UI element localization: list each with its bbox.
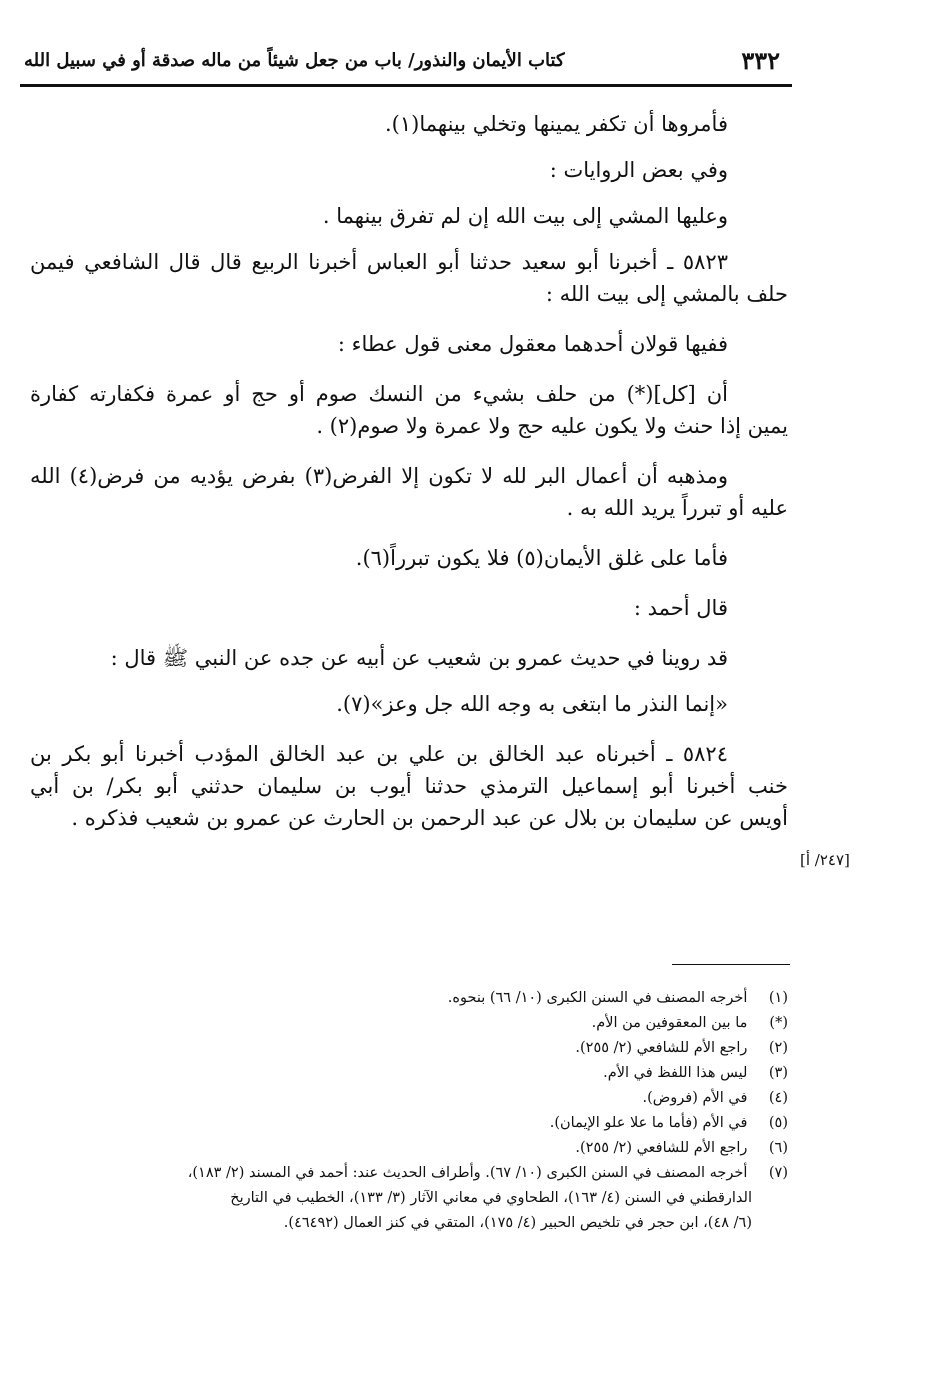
footnote-number: (٦): [768, 1140, 788, 1156]
quoted-hadith: [30, 688, 788, 720]
footnote-number: (*): [769, 1015, 788, 1031]
footnote-number: (٥): [768, 1115, 788, 1131]
footnote-number: (١): [768, 990, 788, 1006]
text-line: أويس عن سليمان بن بلال عن عبد الرحمن بن الحارث عن عمرو بن شعيب فذكره .: [71, 806, 788, 830]
footnote: [30, 1111, 788, 1136]
footnote-number: (٤): [768, 1090, 788, 1106]
text-line: فأما على غلق الأيمان(٥) فلا يكون تبرراً(٦).: [355, 546, 728, 570]
footnote-text: راجع الأم للشافعي (٢/ ٢٥٥).: [575, 1040, 748, 1056]
paragraph: [30, 460, 788, 524]
text-line: ٥٨٢٣ ـ أخبرنا أبو سعيد حدثنا أبو العباس أخبرنا الربيع قال قال الشافعي فيمن: [30, 250, 728, 274]
text-line: قد روينا في حديث عمرو بن شعيب عن أبيه عن جده عن النبي ﷺ قال :: [110, 646, 728, 670]
text-line: «إنما النذر ما ابتغى به وجه الله جل وعز»(٧).: [336, 692, 728, 716]
footnote: [30, 1061, 788, 1086]
paragraph: [30, 154, 788, 186]
text-line: وفي بعض الروايات :: [549, 158, 728, 182]
footnote-text: ما بين المعقوفين من الأم.: [591, 1015, 748, 1031]
main-text: [30, 108, 788, 834]
footnote-text: ليس هذا اللفظ في الأم.: [603, 1065, 748, 1081]
page-number: ٣٣٢: [741, 46, 780, 75]
paragraph: [30, 200, 788, 232]
running-title: كتاب الأيمان والنذور/ باب من جعل شيئاً من ماله صدقة أو في سبيل الله: [24, 50, 565, 71]
footnote: [30, 986, 788, 1011]
text-line: فأمروها أن تكفر يمينها وتخلي بينهما(١).: [385, 112, 728, 136]
paragraph: [30, 328, 788, 360]
footnote-text: في الأم (فروض).: [642, 1090, 748, 1106]
running-header: [20, 42, 790, 82]
text-line: وعليها المشي إلى بيت الله إن لم تفرق بينهما .: [322, 204, 728, 228]
footnote-number: (٧): [768, 1165, 788, 1181]
footnote: [30, 1161, 788, 1186]
footnote-rule: [672, 964, 790, 965]
footnote-number: (٢): [768, 1040, 788, 1056]
footnote-number: (٣): [768, 1065, 788, 1081]
paragraph: [30, 108, 788, 140]
hadith-paragraph: [30, 246, 788, 310]
manuscript-folio-marker: [٢٤٧/ أ]: [800, 851, 850, 869]
footnote: [30, 1011, 788, 1036]
footnote-text: راجع الأم للشافعي (٢/ ٢٥٥).: [575, 1140, 748, 1156]
footnote: [30, 1086, 788, 1111]
footnote-continuation: الدارقطني في السنن (٤/ ١٦٣)، الطحاوي في معاني الآثار (٣/ ١٣٣)، الخطيب في التاريخ: [230, 1190, 752, 1206]
paragraph: [30, 592, 788, 624]
paragraph: [30, 542, 788, 574]
footnotes: [30, 986, 788, 1236]
text-line: يمين إذا حنث ولا يكون عليه حج ولا عمرة ولا صوم(٢) .: [316, 414, 788, 438]
paragraph: [30, 378, 788, 442]
footnote: [30, 1136, 788, 1161]
footnote-text: في الأم (فأما ما علا علو الإيمان).: [549, 1115, 748, 1131]
text-line: ومذهبه أن أعمال البر لله لا تكون إلا الفرض(٣) بفرض يؤديه من فرض(٤) الله: [30, 464, 729, 488]
text-line: قال أحمد :: [633, 596, 728, 620]
footnote-continuation: (٦/ ٤٨)، ابن حجر في تلخيص الحبير (٤/ ١٧٥)، المتقي في كنز العمال (٤٦٤٩٢).: [283, 1215, 752, 1231]
hadith-paragraph: [30, 738, 788, 834]
footnote: [30, 1036, 788, 1061]
paragraph: [30, 642, 788, 674]
footnote-text: أخرجه المصنف في السنن الكبرى (١٠/ ٦٧). وأطراف الحديث عند: أحمد في المسند (٢/ ١٨٣)،: [187, 1165, 748, 1181]
text-line: خنب أخبرنا أبو إسماعيل الترمذي حدثنا أيوب بن سليمان حدثني أبو بكر/ بن أبي: [30, 774, 788, 798]
text-line: عليه أو تبرراً يريد الله به .: [566, 496, 788, 520]
text-line: ففيها قولان أحدهما معقول معنى قول عطاء :: [337, 332, 728, 356]
footnote-text: أخرجه المصنف في السنن الكبرى (١٠/ ٦٦) بنحوه.: [447, 990, 748, 1006]
text-line: حلف بالمشي إلى بيت الله :: [545, 282, 788, 306]
header-rule: [20, 84, 792, 87]
text-line: أن [كل](*) من حلف بشيء من النسك صوم أو حج أو عمرة فكفارته كفارة: [30, 382, 728, 406]
text-line: ٥٨٢٤ ـ أخبرناه عبد الخالق بن علي بن عبد الخالق المؤدب أخبرنا أبو بكر بن: [30, 742, 728, 766]
